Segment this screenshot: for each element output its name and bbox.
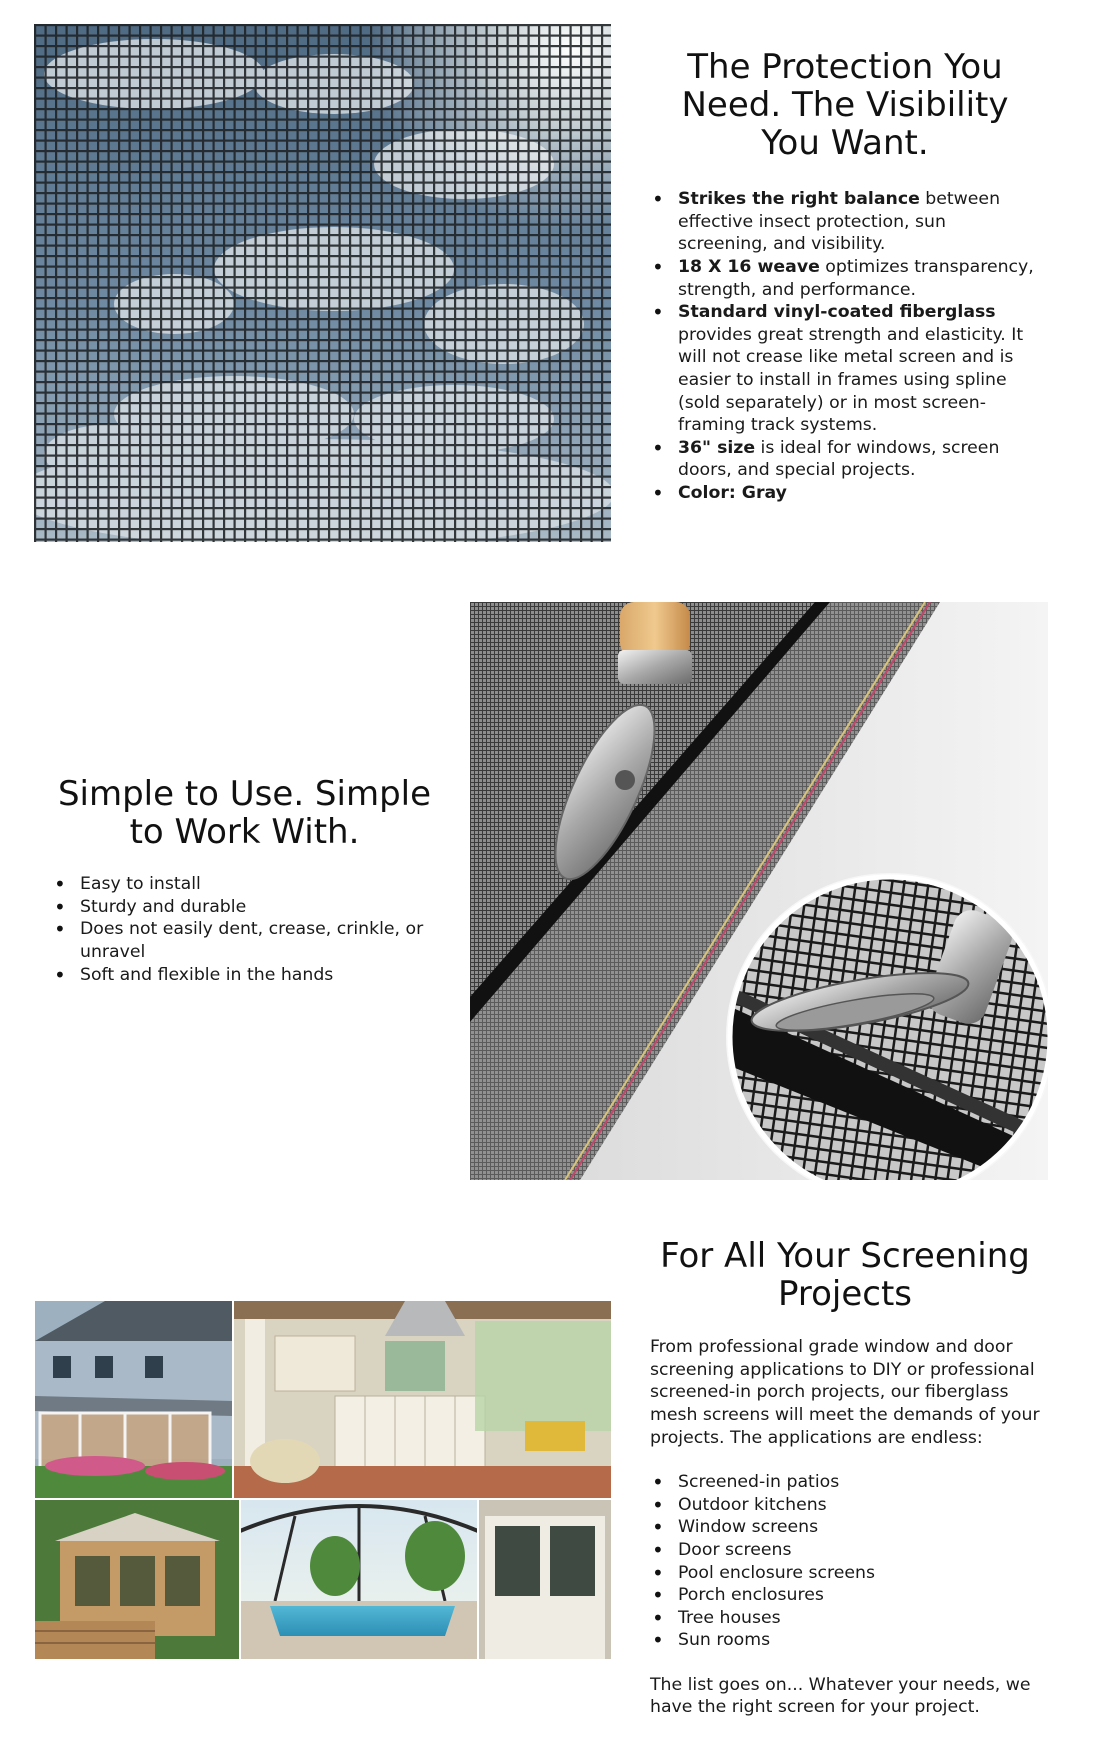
protection-heading: The Protection You Need. The Visibility You Want. bbox=[681, 47, 1009, 164]
list-item: • Does not easily dent, crease, crinkle, or unravel bbox=[52, 918, 437, 963]
screening-projects-collage-image bbox=[35, 1301, 611, 1659]
feature-item: • Strikes the right balance between effective insect protection, sun screening, and visibility. bbox=[650, 188, 1040, 256]
screening-projects-intro: From professional grade window and door screening applications to DIY or professional screened-in porch projects, our fiberglass mesh screens will meet the demands of your projects. The applications are endless: bbox=[650, 1337, 1040, 1448]
screening-projects-heading: For All Your Screening Projects bbox=[660, 1236, 1030, 1315]
list-item: • Outdoor kitchens bbox=[650, 1494, 1040, 1517]
feature-item: • 18 X 16 weave optimizes transparency, strength, and performance. bbox=[650, 256, 1040, 301]
list-item: • Sun rooms bbox=[650, 1629, 1040, 1652]
simple-to-use-section bbox=[52, 775, 437, 986]
list-item: • Pool enclosure screens bbox=[650, 1562, 1040, 1585]
screening-projects-section bbox=[650, 1237, 1040, 1719]
list-item: • Tree houses bbox=[650, 1607, 1040, 1630]
ease-of-use-list bbox=[52, 873, 437, 986]
list-item: • Easy to install bbox=[52, 873, 437, 896]
applications-list bbox=[650, 1471, 1040, 1652]
protection-features-list bbox=[650, 188, 1040, 504]
feature-item: • Standard vinyl-coated fiberglass provides great strength and elasticity. It will not crease like metal screen and is easier to install in frames using spline (sold separately) or in most screen-framing track systems. bbox=[650, 301, 1040, 437]
feature-item: • 36" size is ideal for windows, screen doors, and special projects. bbox=[650, 437, 1040, 482]
spline-roller-tool-image bbox=[470, 602, 1048, 1180]
feature-item: • Color: Gray bbox=[650, 482, 1040, 505]
list-item: • Soft and flexible in the hands bbox=[52, 964, 437, 987]
list-item: • Door screens bbox=[650, 1539, 1040, 1562]
sky-through-screen-image bbox=[34, 24, 611, 542]
list-item: • Porch enclosures bbox=[650, 1584, 1040, 1607]
protection-section bbox=[650, 48, 1040, 505]
list-item: • Window screens bbox=[650, 1516, 1040, 1539]
simple-to-use-heading: Simple to Use. Simple to Work With. bbox=[57, 774, 432, 853]
screening-projects-outro: The list goes on... Whatever your needs, we have the right screen for your project. bbox=[650, 1674, 1031, 1718]
list-item: • Screened-in patios bbox=[650, 1471, 1040, 1494]
list-item: • Sturdy and durable bbox=[52, 896, 437, 919]
